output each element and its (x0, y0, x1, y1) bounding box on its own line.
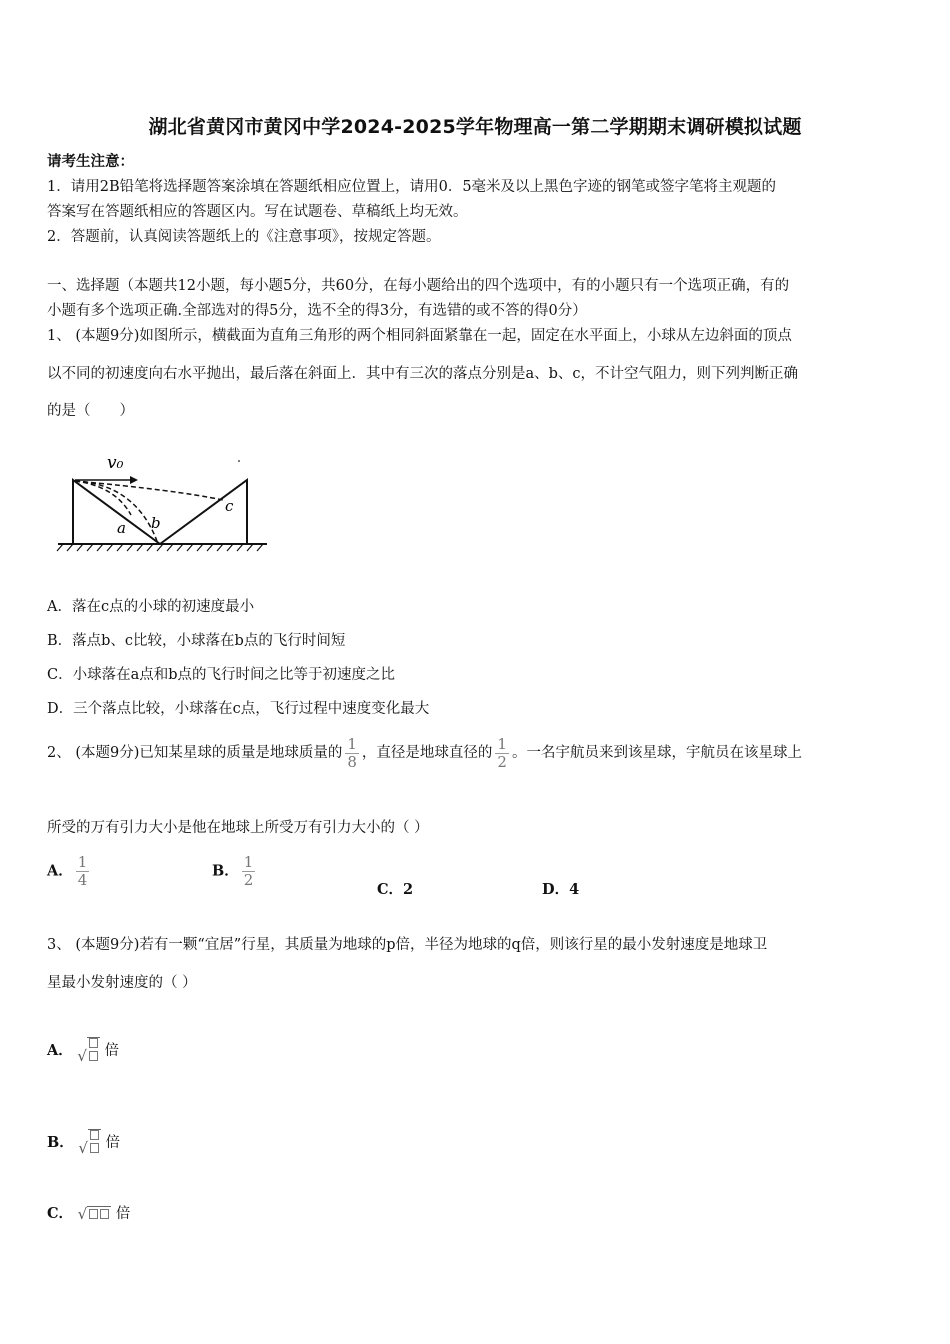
page-title: 湖北省黄冈市黄冈中学2024-2025学年物理高一第二学期期末调研模拟试题 (148, 116, 802, 138)
q1-option-a[interactable]: A．落在c点的小球的初速度最小 (47, 599, 255, 615)
q2-option-b-fraction (242, 854, 256, 889)
fraction-numerator: 1 (497, 734, 507, 753)
section-heading-line-1: 一、选择题（本题共12小题，每小题5分，共60分，在每小题给出的四个选项中，有的小题只有一个选项正确，有的 (47, 278, 790, 294)
point-b-label: b (151, 514, 161, 532)
q2-text-part-1: 2、 (本题9分)已知某星球的质量是地球质量的 (47, 745, 343, 761)
notice-heading: 请考生注意： (47, 153, 134, 170)
option-suffix: 倍 (115, 1206, 131, 1222)
q2-option-a[interactable] (47, 854, 92, 889)
q1-line-3: 的是（ ） (47, 403, 134, 419)
option-label: A． (47, 862, 73, 880)
notice-line-3: 2．答题前，认真阅读答题纸上的《注意事项》，按规定答题。 (47, 229, 441, 245)
q2-option-c[interactable]: C．2 (377, 881, 414, 898)
q2-text-part-2: ，直径是地球直径的 (361, 745, 493, 761)
q2-line-1 (47, 732, 802, 774)
sqrt-product-icon: √ (78, 1205, 112, 1223)
sqrt-fraction-icon: √ (78, 1129, 101, 1157)
option-suffix: 倍 (104, 1043, 120, 1059)
fraction-numerator: 1 (347, 734, 357, 753)
q2-fraction-diameter (495, 736, 509, 771)
q2-option-d[interactable]: D．4 (542, 881, 580, 898)
q3-option-c[interactable] (47, 1196, 130, 1223)
v0-label: v₀ (107, 453, 124, 473)
fraction-denominator: 8 (347, 752, 357, 771)
fraction-denominator: 4 (77, 871, 88, 889)
q3-option-b[interactable] (47, 1107, 120, 1157)
q2-fraction-mass (345, 736, 359, 771)
q1-slopes-figure (55, 448, 270, 553)
section-heading-line-2: 小题有多个选项正确.全部选对的得5分，选不全的得3分，有选错的或不答的得0分） (47, 303, 587, 319)
v0-arrow-head (130, 476, 138, 484)
stray-dot (238, 460, 240, 462)
fraction-denominator: 2 (497, 752, 507, 771)
q2-text-part-3: 。一名宇航员来到该星球，宇航员在该星球上 (511, 745, 802, 761)
sqrt-fraction-icon: √ (77, 1037, 100, 1065)
q1-option-c[interactable]: C．小球落在a点和b点的飞行时间之比等于初速度之比 (47, 667, 396, 683)
fraction-numerator: 1 (77, 853, 88, 871)
q2-option-a-fraction (76, 854, 90, 889)
option-suffix: 倍 (105, 1135, 121, 1151)
fraction-numerator: 1 (243, 853, 254, 871)
q2-option-b[interactable] (212, 854, 258, 889)
notice-line-2: 答案写在答题纸相应的答题区内。写在试题卷、草稿纸上均无效。 (47, 204, 468, 220)
option-label: B． (212, 862, 239, 880)
q1-option-d[interactable]: D．三个落点比较，小球落在c点，飞行过程中速度变化最大 (47, 701, 430, 717)
option-label: B． (47, 1134, 74, 1151)
q2-line-2: 所受的万有引力大小是他在地球上所受万有引力大小的（ ） (47, 820, 429, 836)
option-label: A． (47, 1042, 73, 1059)
q3-option-a[interactable] (47, 1015, 119, 1065)
point-c-label: c (225, 497, 234, 515)
q1-option-b[interactable]: B．落点b、c比较，小球落在b点的飞行时间短 (47, 633, 346, 649)
option-label: C． (47, 1205, 74, 1222)
q3-line-2: 星最小发射速度的（ ） (47, 975, 197, 991)
q1-line-2: 以不同的初速度向右水平抛出，最后落在斜面上．其中有三次的落点分别是a、b、c，不计空气阻力，则下列判断正确 (47, 366, 799, 382)
right-slope (160, 480, 247, 544)
ground-hatch (57, 544, 263, 551)
fraction-denominator: 2 (243, 871, 254, 889)
notice-line-1: 1．请用2B铅笔将选择题答案涂填在答题纸相应位置上，请用0．5毫米及以上黑色字迹的钢笔或签字笔将主观题的 (47, 179, 777, 195)
q1-line-1: 1、 (本题9分)如图所示，横截面为直角三角形的两个相同斜面紧靠在一起，固定在水平面上，小球从左边斜面的顶点 (47, 328, 792, 344)
q3-line-1: 3、 (本题9分)若有一颗“宜居”行星，其质量为地球的p倍，半径为地球的q倍，则该行星的最小发射速度是地球卫 (47, 937, 768, 953)
point-a-label: a (117, 519, 126, 537)
